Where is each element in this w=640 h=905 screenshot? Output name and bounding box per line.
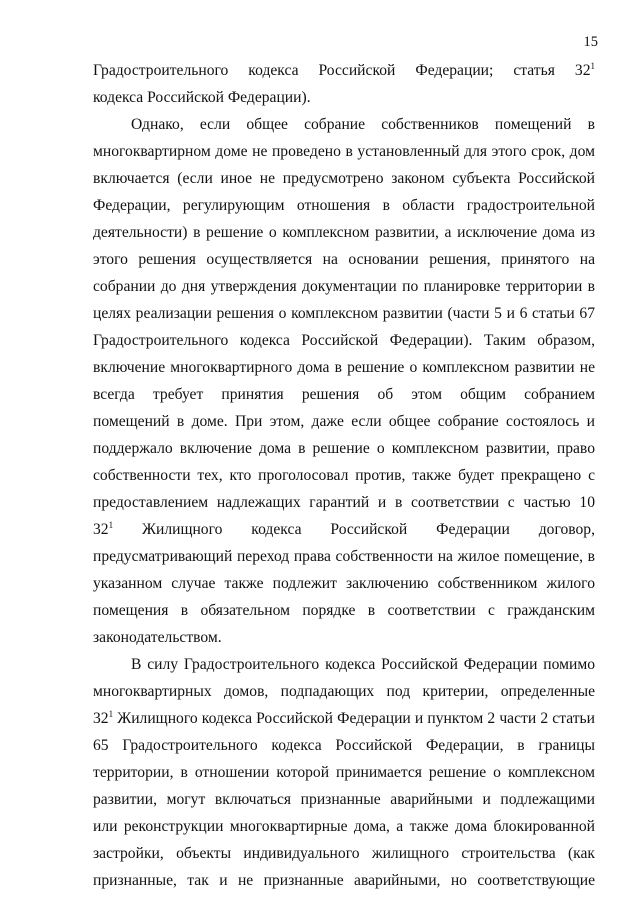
text-line: предусматривающий переход права собственности на жилое помещение, в (93, 548, 595, 565)
text-line: застройки, объекты индивидуального жилищного строительства (как (93, 845, 595, 862)
text-line: собственности тех, кто проголосовал против, также будет прекращено с (93, 467, 595, 484)
text-line: включается (если иное не предусмотрено законом субъекта Российской (93, 170, 595, 187)
text-line: законодательством. (93, 629, 222, 646)
text-line: признанные, так и не признанные аварийными, но соответствующие (93, 872, 595, 889)
text-line: деятельности) в решение о комплексном развитии, а исключение дома из (93, 224, 595, 241)
text-line: указанном случае также подлежит заключению собственником жилого (93, 575, 595, 592)
text-line: предоставлением надлежащих гарантий и в соответствии с частью 10 (93, 494, 595, 511)
text-line: развитии, могут включаться признанные аварийными и подлежащими (93, 791, 595, 808)
text-line: $32^1$ Жилищного кодекса Российской Федерации и пунктом 2 части 2 статьи (93, 709, 595, 727)
text-line: территории, в отношении которой принимается решение о комплексном (93, 764, 595, 781)
text-line: Градостроительного кодекса Российской Федерации). Таким образом, (93, 332, 595, 349)
text-line: всегда требует принятия решения об этом общим собранием (93, 386, 595, 403)
text-line: многоквартирном доме не проведено в установленный для этого срок, дом (93, 143, 595, 160)
text-line: Федерации, регулирующим отношения в области градостроительной (93, 197, 595, 214)
text-line: этого решения осуществляется на основании решения, принятого на (93, 251, 595, 268)
text-line: помещений в доме. При этом, даже если общее собрание состоялось и (93, 413, 595, 430)
text-line: В силу Градостроительного кодекса Российской Федерации помимо (131, 656, 595, 673)
text-line: включение многоквартирного дома в решение о комплексном развитии не (93, 359, 595, 376)
text-line: Однако, если общее собрание собственников помещений в (131, 116, 595, 133)
text-line: Градостроительного кодекса Российской Федерации; статья $32^1$ (93, 61, 595, 79)
text-line: 65 Градостроительного кодекса Российской Федерации, в границы (93, 737, 595, 754)
text-line: поддержало включение дома в решение о комплексном развитии, право (93, 440, 595, 457)
text-line: кодекса Российской Федерации). (93, 89, 311, 106)
text-line: многоквартирных домов, подпадающих под критерии, определенные (93, 683, 595, 700)
text-line: помещения в обязательном порядке в соответствии с гражданским (93, 602, 595, 619)
text-line: целях реализации решения о комплексном развитии (части 5 и 6 статьи 67 (93, 305, 595, 322)
text-line: собрании до дня утверждения документации по планировке территории в (93, 278, 595, 295)
text-line: $32^1$ Жилищного кодекса Российской Федерации договор, (93, 520, 595, 538)
page-number: 15 (583, 34, 598, 50)
text-line: или реконструкции многоквартирные дома, а также дома блокированной (93, 818, 595, 835)
